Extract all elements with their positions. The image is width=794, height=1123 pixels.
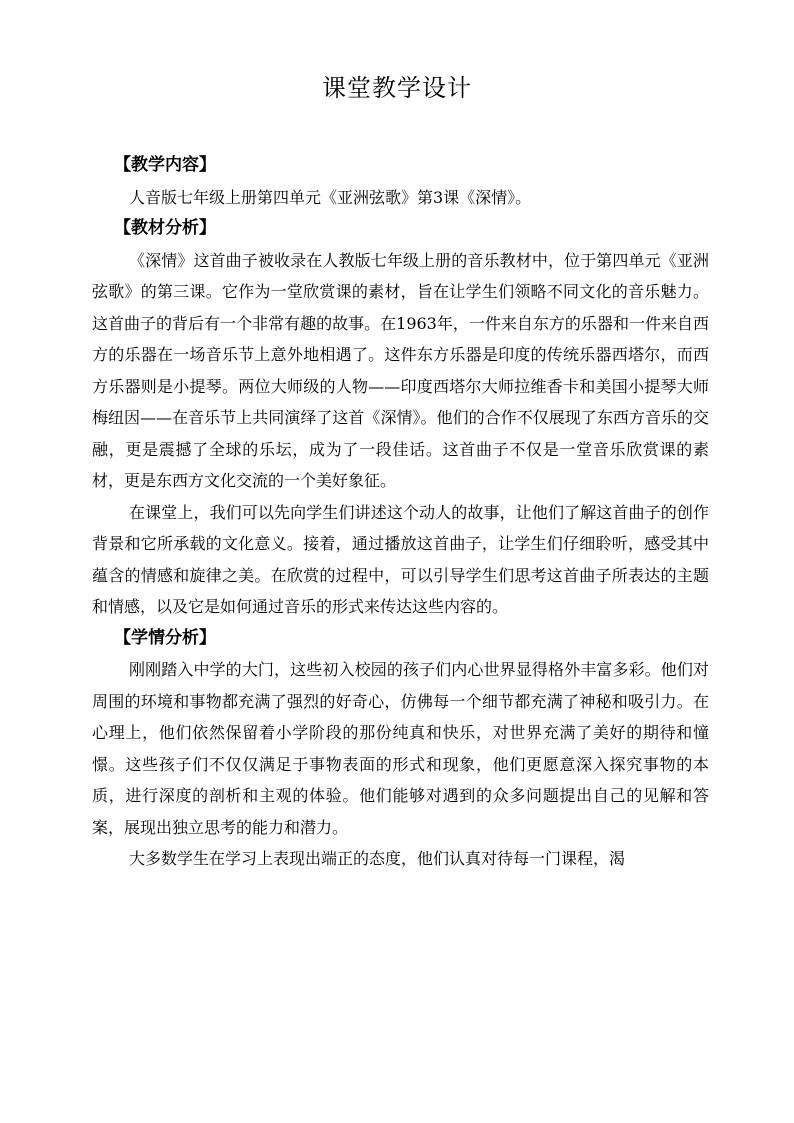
- paragraph: 《深情》这首曲子被收录在人教版七年级上册的音乐教材中，位于第四单元《亚洲弦歌》的第三课。它作为一堂欣赏课的素材，旨在让学生们领略不同文化的音乐魅力。这首曲子的背后有一个非常有趣的故事。在1963年，一件来自东方的乐器和一件来自西方的乐器在一场音乐节上意外地相遇了。这件东方乐器是印度的传统乐器西塔尔，而西方乐器则是小提琴。两位大师级的人物——印度西塔尔大师拉维香卡和美国小提琴大师梅纽因——在音乐节上共同演绎了这首《深情》。他们的合作不仅展现了东西方音乐的交融，更是震撼了全球的乐坛，成为了一段佳话。这首曲子不仅是一堂音乐欣赏课的素材，更是东西方文化交流的一个美好象征。: [92, 250, 709, 490]
- section-heading: 【教材分析】: [114, 218, 216, 238]
- document-body: [92, 150, 709, 875]
- section-student-analysis: [92, 623, 709, 875]
- document-title: 课堂教学设计: [322, 74, 472, 102]
- paragraph: 大多数学生在学习上表现出端正的态度，他们认真对待每一门课程，渴: [129, 849, 626, 868]
- section-heading: 【学情分析】: [114, 627, 216, 648]
- section-heading: 【教学内容】: [114, 155, 216, 175]
- section-teaching-content: [92, 150, 709, 213]
- paragraph: 在课堂上，我们可以先向学生们讲述这个动人的故事，让他们了解这首曲子的创作背景和它所承载的文化意义。接着，通过播放这首曲子，让学生们仔细聆听，感受其中蕴含的情感和旋律之美。在欣赏的过程中，可以引导学生们思考这首曲子所表达的主题和情感，以及它是如何通过音乐的形式来传达这些内容的。: [92, 502, 709, 616]
- paragraph: 人音版七年级上册第四单元《亚洲弦歌》第3课《深情》。: [129, 187, 532, 207]
- paragraph: 刚刚踏入中学的大门，这些初入校园的孩子们内心世界显得格外丰富多彩。他们对周围的环境和事物都充满了强烈的好奇心，仿佛每一个细节都充满了神秘和吸引力。在心理上，他们依然保留着小学阶段的那份纯真和快乐，对世界充满了美好的期待和憧憬。这些孩子们不仅仅满足于事物表面的形式和现象，他们更愿意深入探究事物的本质，进行深度的剖析和主观的体验。他们能够对遇到的众多问题提出自己的见解和答案，展现出独立思考的能力和潜力。: [92, 660, 709, 837]
- section-material-analysis: [92, 213, 709, 623]
